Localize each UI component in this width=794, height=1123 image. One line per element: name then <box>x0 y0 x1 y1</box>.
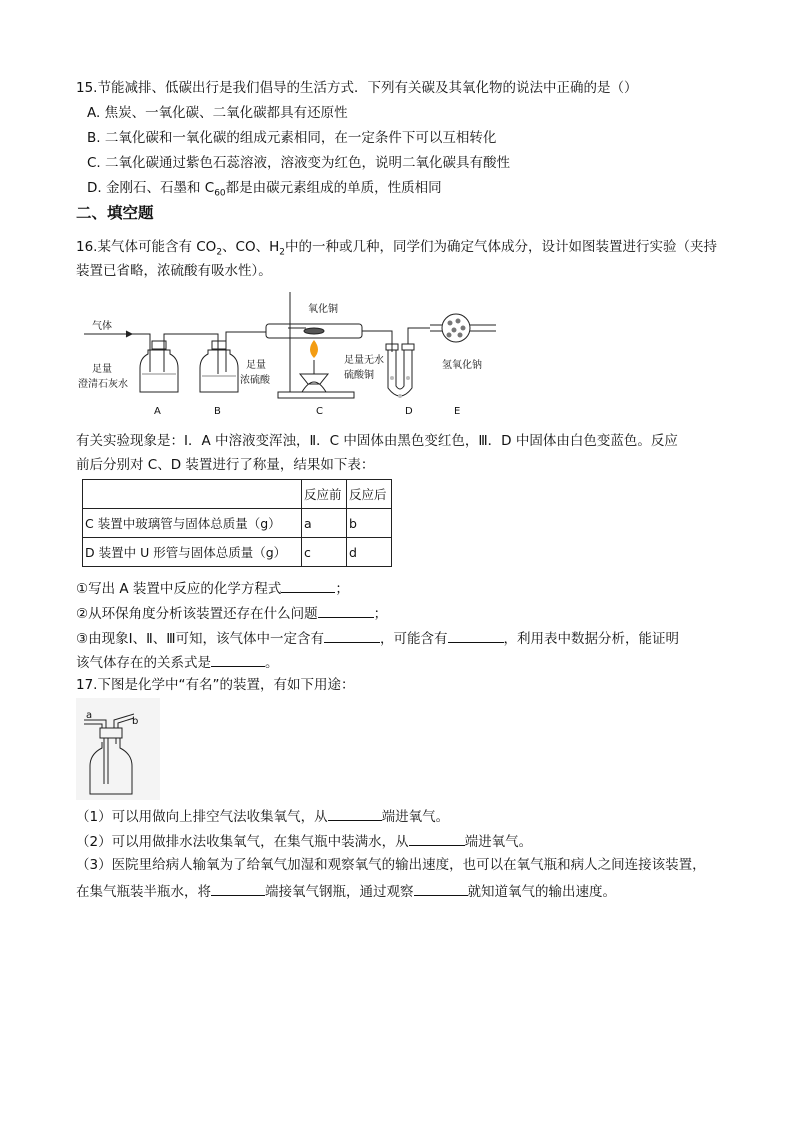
fig-label-a2: 澄清石灰水 <box>78 379 128 390</box>
table-cell: a <box>302 509 347 538</box>
q17-part-2: （2）可以用做排水法收集氧气，在集气瓶中装满水，从 端进氧气。 <box>76 831 532 851</box>
answer-blank[interactable] <box>324 628 380 643</box>
table-cell: d <box>347 538 392 567</box>
fig-label-e: 氢氧化钠 <box>442 360 482 371</box>
fig-label-d1: 足量无水 <box>344 355 384 366</box>
q16-observation-line2: 前后分别对 C、D 装置进行了称量，结果如下表： <box>76 457 375 473</box>
q16-subquestion-2: ②从环保角度分析该装置还存在什么问题 ； <box>76 603 387 623</box>
answer-blank[interactable] <box>414 881 468 896</box>
q17-part-1: （1）可以用做向上排空气法收集氧气，从 端进氧气。 <box>76 806 449 826</box>
fig-label-b1: 足量 <box>246 360 266 371</box>
answer-blank[interactable] <box>211 881 265 896</box>
answer-blank[interactable] <box>328 806 382 821</box>
q15-option-b: B. 二氧化碳和一氧化碳的组成元素相同，在一定条件下可以互相转化 <box>87 130 497 146</box>
q15-option-c: C. 二氧化碳通过紫色石蕊溶液，溶液变为红色，说明二氧化碳具有酸性 <box>87 155 511 171</box>
q17-stem: 17.下图是化学中“有名”的装置，有如下用途： <box>76 677 355 693</box>
fig-letter-b: B <box>214 406 221 417</box>
q16-subquestion-3: ③由现象Ⅰ、Ⅱ、Ⅲ可知，该气体中一定含有 ，可能含有 ，利用表中数据分析，能证明 <box>76 628 679 648</box>
fig-letter-a: A <box>154 406 161 417</box>
fig-label-a1: 足量 <box>92 364 112 375</box>
fig-label-d2: 硫酸铜 <box>344 370 374 381</box>
q17-part-3: （3）医院里给病人输氧为了给氧气加湿和观察氧气的输出速度，也可以在氧气瓶和病人之间连接该装置， <box>76 857 706 873</box>
fig-port-a: a <box>86 710 93 721</box>
fig-port-b: b <box>132 716 139 727</box>
q17-gas-bottle-figure <box>76 698 160 800</box>
fig-letter-e: E <box>454 406 461 417</box>
table-row-label: C 装置中玻璃管与固体总质量（g） <box>83 509 302 538</box>
answer-blank[interactable] <box>318 603 374 618</box>
table-corner-cell <box>83 480 302 509</box>
table-row <box>83 538 392 567</box>
table-header-after: 反应后 <box>347 480 392 509</box>
q17-figure-frame <box>76 698 160 800</box>
q16-stem-line2: 装置已省略，浓硫酸有吸水性）。 <box>76 263 272 279</box>
table-cell: c <box>302 538 347 567</box>
q16-observation-line1: 有关实验现象是：Ⅰ．A 中溶液变浑浊，Ⅱ．C 中固体由黑色变红色，Ⅲ．D 中固体由白色变蓝色。反应 <box>76 433 678 449</box>
q16-subquestion-3-cont: 该气体存在的关系式是 。 <box>76 652 279 672</box>
fig-letter-d: D <box>405 406 413 417</box>
table-header-before: 反应前 <box>302 480 347 509</box>
table-cell: b <box>347 509 392 538</box>
answer-blank[interactable] <box>211 652 265 667</box>
table-row <box>83 480 392 509</box>
q16-stem-line1: 16.某气体可能含有 $CO_2$、CO、$H_2$中的一种或几种，同学们为确定气体成分，设计如图装置进行实验（夹持 <box>76 239 718 258</box>
q15-option-d: D. 金刚石、石墨和 $C_{60}$都是由碳元素组成的单质，性质相同 <box>87 180 442 199</box>
fig-label-gas: 气体 <box>92 321 112 332</box>
fig-label-cuo: 氧化铜 <box>308 304 338 315</box>
fig-label-b2: 浓硫酸 <box>240 375 270 386</box>
table-row <box>83 509 392 538</box>
q16-results-table <box>82 479 392 567</box>
q16-subquestion-1: ①写出 A 装置中反应的化学方程式 ； <box>76 578 349 598</box>
table-row-label: D 装置中 U 形管与固体总质量（g） <box>83 538 302 567</box>
answer-blank[interactable] <box>448 628 504 643</box>
section-heading: 二、填空题 <box>76 204 154 222</box>
fig-letter-c: C <box>316 406 323 417</box>
q15-option-a: A. 焦炭、一氧化碳、二氧化碳都具有还原性 <box>87 105 348 121</box>
q17-part-3-cont: 在集气瓶装半瓶水，将 端接氧气钢瓶，通过观察 就知道氧气的输出速度。 <box>76 881 616 901</box>
answer-blank[interactable] <box>281 578 335 593</box>
answer-blank[interactable] <box>409 831 465 846</box>
q15-stem: 15.节能减排、低碳出行是我们倡导的生活方式．下列有关碳及其氧化物的说法中正确的是（） <box>76 80 638 96</box>
q16-apparatus-figure <box>70 288 510 422</box>
